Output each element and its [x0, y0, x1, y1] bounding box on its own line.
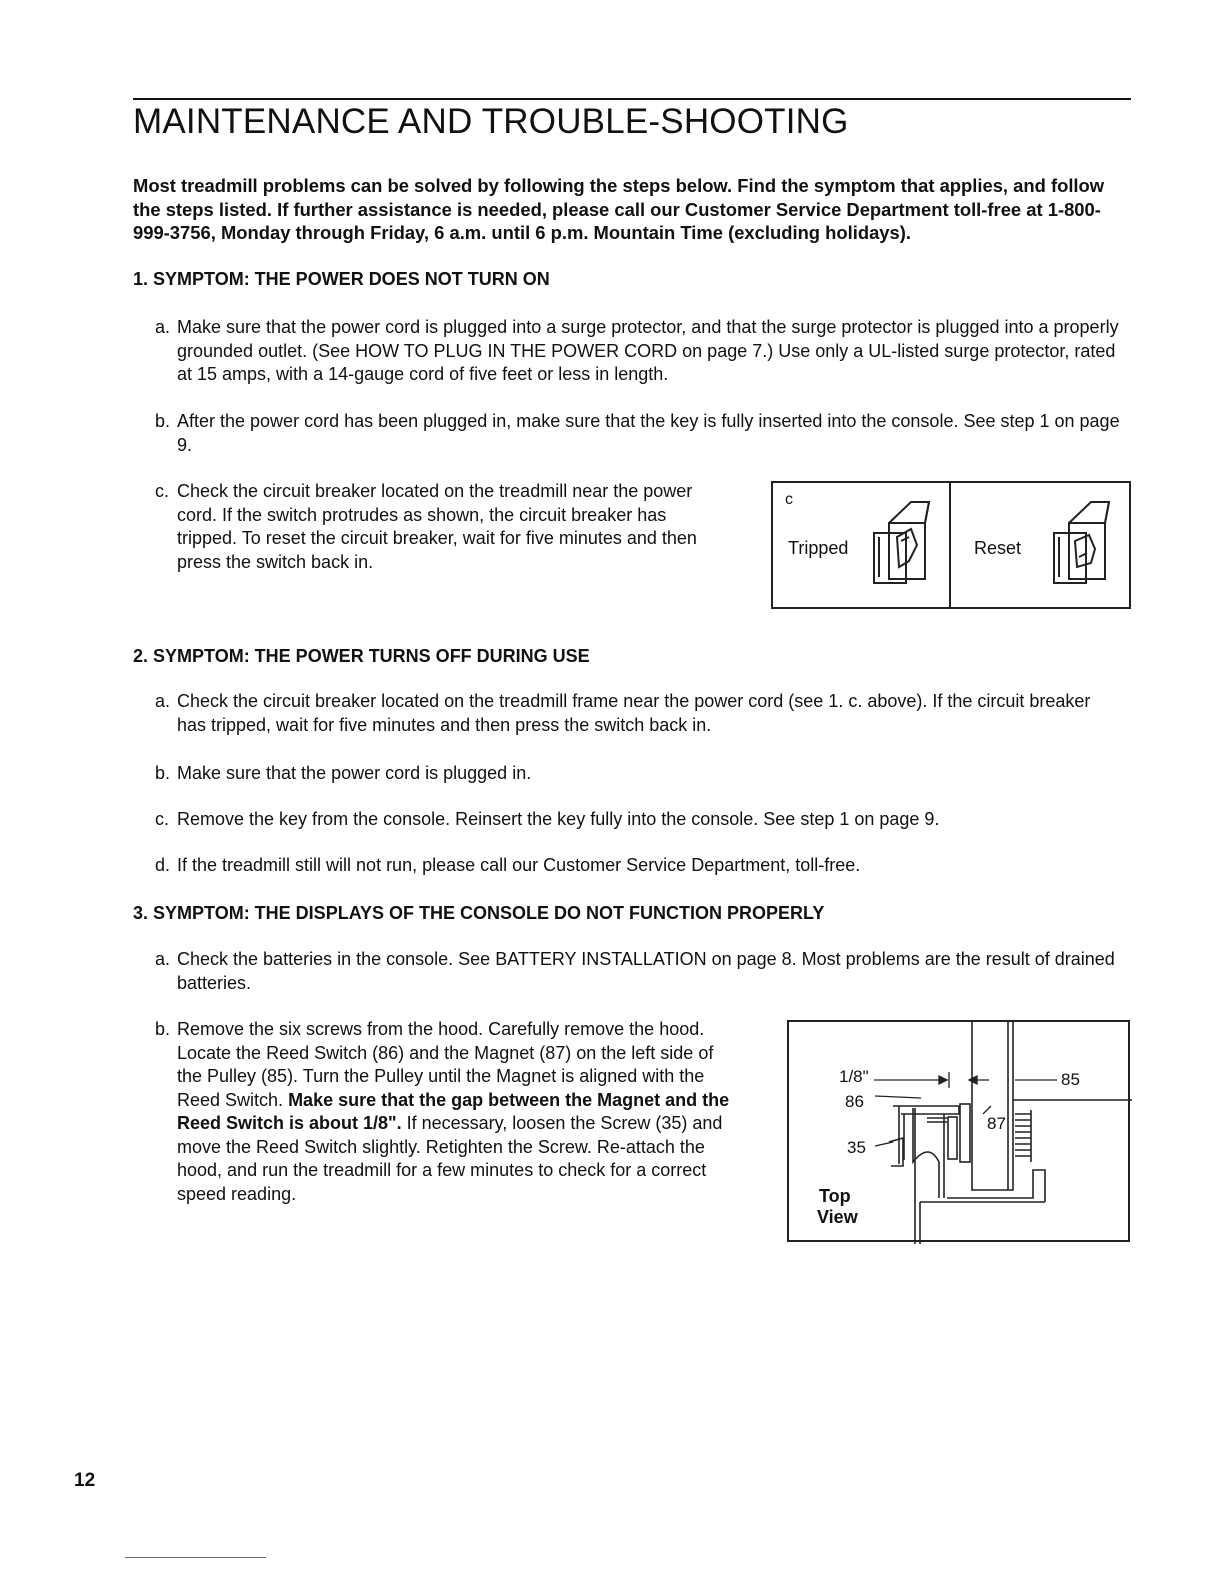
symptom-2-step-b	[155, 762, 1115, 786]
view-label-line-2: View	[817, 1207, 858, 1227]
reed-switch-figure	[787, 1020, 1130, 1242]
breaker-switch-reset-icon	[1051, 497, 1113, 589]
figure-divider	[949, 483, 951, 607]
step-text: Check the circuit breaker located on the treadmill frame near the power cord (see 1. c. above). If the circuit breaker has tripped, wait for five minutes and then press the switch back in.	[177, 691, 1091, 735]
symptom-1-heading: 1. SYMPTOM: THE POWER DOES NOT TURN ON	[133, 269, 550, 289]
breaker-switch-tripped-icon	[871, 497, 933, 589]
step-text-emphasis: Make sure that the gap between the Magnet and the Reed Switch is about 1/8".	[177, 1089, 730, 1133]
step-text: Check the batteries in the console. See BATTERY INSTALLATION on page 8. Most problems are the result of drained batteries.	[177, 949, 1115, 993]
step-text: Check the circuit breaker located on the treadmill near the power cord. If the switch protrudes as shown, the circuit breaker has tripped. To reset the circuit breaker, wait for five minutes and then press the switch back in.	[177, 481, 697, 572]
step-letter: a.	[155, 317, 171, 337]
reed-switch-label: 86	[845, 1092, 864, 1111]
magnet-label: 87	[987, 1114, 1006, 1133]
reset-label: Reset	[974, 538, 1022, 558]
symptom-1-step-a	[155, 316, 1125, 387]
step-letter: b.	[155, 1019, 171, 1039]
footer-rule	[125, 1557, 266, 1558]
symptom-2-step-d	[155, 854, 1115, 878]
step-text: After the power cord has been plugged in, make sure that the key is fully inserted into the console. See step 1 on page 9.	[177, 411, 1120, 455]
gap-label: 1/8"	[839, 1067, 869, 1086]
pulley-label: 85	[1061, 1070, 1080, 1089]
step-text: Make sure that the power cord is plugged into a surge protector, and that the surge protector is plugged into a properly grounded outlet. (See HOW TO PLUG IN THE POWER CORD on page 7.) Use only a UL-listed surge protector, rated at 15 amps, with a 14-gauge cord of five feet or less in length.	[177, 317, 1119, 384]
intro-paragraph: Most treadmill problems can be solved by following the steps below. Find the symptom that applies, and follow the steps listed. If further assistance is needed, please call our Customer Service Department toll-free at 1-800-999-3756, Monday through Friday, 6 a.m. until 6 p.m. Mountain Time (excluding holidays).	[133, 175, 1105, 243]
screw-label: 35	[847, 1138, 866, 1157]
symptom-2-step-c	[155, 808, 1115, 832]
step-text: Make sure that the power cord is plugged in.	[177, 763, 532, 783]
step-text-part-2: If necessary, loosen the Screw (35) and move the Reed Switch slightly. Retighten the Screw. Re-attach the hood, and run the treadmill for a few minutes to check for a correct speed reading.	[177, 1113, 723, 1204]
figure-corner-label: c	[785, 491, 793, 508]
title-rule	[133, 98, 1131, 100]
step-text: If the treadmill still will not run, please call our Customer Service Department, toll-free.	[177, 855, 861, 875]
step-letter: a.	[155, 949, 171, 969]
symptom-3-step-b	[155, 1018, 735, 1206]
page-title: MAINTENANCE AND TROUBLE-SHOOTING	[133, 102, 849, 141]
symptom-1-step-c	[155, 480, 715, 574]
symptom-2-step-a	[155, 690, 1115, 737]
step-letter: a.	[155, 691, 171, 711]
circuit-breaker-figure	[771, 481, 1131, 609]
step-letter: b.	[155, 411, 171, 431]
page-number: 12	[74, 1470, 96, 1491]
step-text: Remove the key from the console. Reinsert the key fully into the console. See step 1 on page 9.	[177, 809, 940, 829]
step-letter: c.	[155, 481, 170, 501]
step-text-part-1: Remove the six screws from the hood. Carefully remove the hood. Locate the Reed Switch (86) and the Magnet (87) on the left side of the Pulley (85). Turn the Pulley until the Magnet is aligned with the Reed Switch.	[177, 1019, 714, 1110]
symptom-3-heading: 3. SYMPTOM: THE DISPLAYS OF THE CONSOLE DO NOT FUNCTION PROPERLY	[133, 903, 825, 923]
view-label-line-1: Top	[819, 1186, 851, 1206]
tripped-label: Tripped	[788, 538, 849, 558]
step-letter: d.	[155, 855, 171, 875]
step-letter: b.	[155, 763, 171, 783]
symptom-2-heading: 2. SYMPTOM: THE POWER TURNS OFF DURING USE	[133, 646, 590, 666]
symptom-1-step-b	[155, 410, 1127, 457]
step-letter: c.	[155, 809, 170, 829]
step-text	[177, 1018, 735, 1206]
symptom-3-step-a	[155, 948, 1127, 995]
